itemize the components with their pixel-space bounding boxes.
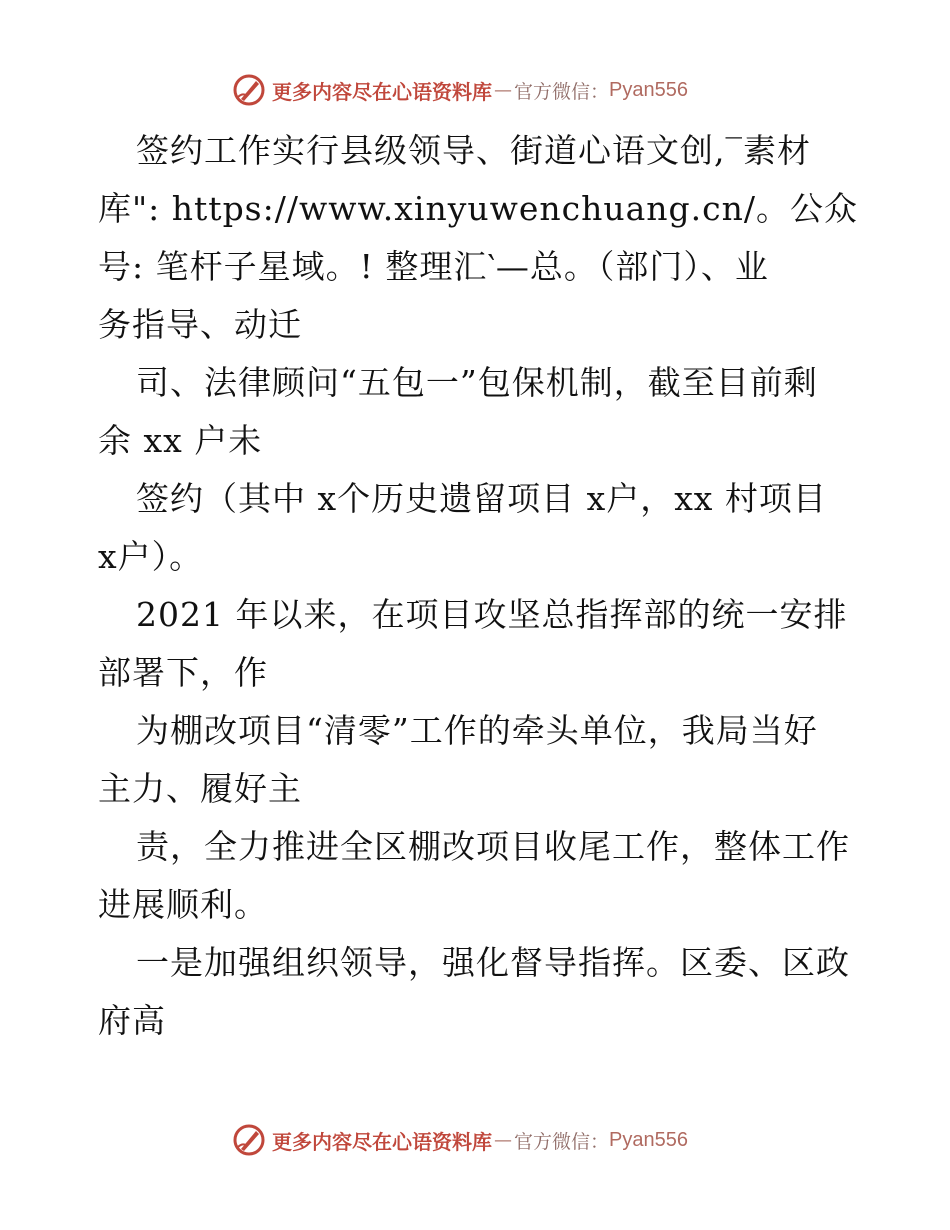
- banner-wechat-id: Pyan556: [609, 1128, 688, 1151]
- banner-brand-text: 更多内容尽在心语资料库: [272, 1129, 492, 1154]
- quill-logo-icon: [232, 73, 266, 107]
- banner-wechat-label: 官方微信：: [514, 80, 610, 103]
- body-line: 余 xx 户未: [98, 421, 263, 460]
- body-line: 司、法律顾问“五包一”包保机制，截至目前剩: [136, 363, 818, 402]
- body-line: 签约（其中 x个历史遗留项目 x户，xx 村项目: [136, 479, 827, 518]
- header-banner: [232, 72, 732, 108]
- quill-logo-icon: [232, 1123, 266, 1157]
- body-line: 为棚改项目“清零”工作的牵头单位，我局当好: [136, 711, 818, 750]
- document-body: [98, 122, 858, 1050]
- body-line: 部署下，作: [98, 653, 268, 692]
- banner-wechat-label: 官方微信：: [514, 1130, 610, 1153]
- body-line: 库": https://www.xinyuwenchuang.cn/。公众: [98, 189, 859, 228]
- banner-separator: —: [494, 79, 512, 101]
- banner-separator: —: [494, 1129, 512, 1151]
- body-line: 主力、履好主: [98, 769, 302, 808]
- banner-brand-text: 更多内容尽在心语资料库: [272, 79, 492, 104]
- body-line: 号: 笔杆子星域。! 整理汇‵—总。（部门）、业: [98, 247, 769, 286]
- body-line: 进展顺利。: [98, 885, 268, 924]
- body-line: 责，全力推进全区棚改项目收尾工作，整体工作: [136, 827, 850, 866]
- body-line: 一是加强组织领导，强化督导指挥。区委、区政: [136, 943, 850, 982]
- body-line: 府高: [98, 1001, 166, 1040]
- banner-wechat-id: Pyan556: [609, 78, 688, 101]
- body-line: 签约工作实行县级领导、街道心语文创,‾素材: [136, 131, 811, 170]
- body-line: 务指导、动迁: [98, 305, 302, 344]
- footer-banner: [232, 1122, 732, 1158]
- body-line: x户）。: [98, 537, 204, 576]
- body-line: 2021 年以来，在项目攻坚总指挥部的统一安排: [136, 595, 848, 634]
